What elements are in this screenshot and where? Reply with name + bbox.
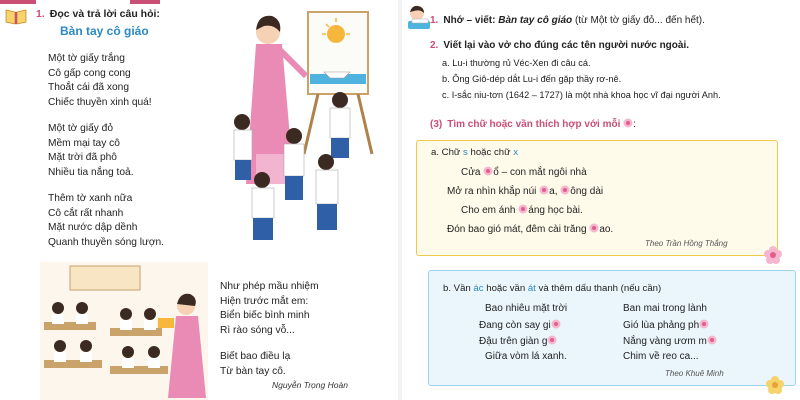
teacher-easel-illustration <box>198 4 396 248</box>
box-b-col1-line: Đang còn say gi <box>479 319 561 331</box>
box-b-col1-line: Giữa vòm lá xanh. <box>485 351 567 362</box>
poem-line: Biết bao điều lạ <box>220 351 291 362</box>
poem-line: Mặt trời đã phô <box>48 152 117 163</box>
poem-author: Nguyễn Trọng Hoàn <box>272 380 348 390</box>
question-2: 2. Viết lại vào vở cho đúng các tên người nước ngoài. <box>430 40 690 51</box>
poem-line: Nhiều tia nắng toả. <box>48 166 134 178</box>
box-a-line-3: Cho em ánh áng học bài. <box>461 205 583 216</box>
flower-blank-icon <box>547 335 557 345</box>
box-b-col2-line: Nắng vàng ươm m <box>623 335 717 347</box>
box-b-title: b. Vần ác hoặc vần át và thêm dấu thanh (nếu cần) <box>443 283 662 294</box>
box-b-col2-line: Gió lùa phảng ph <box>623 319 709 331</box>
poem-line: Từ bàn tay cô. <box>220 365 286 377</box>
right-page <box>402 0 800 400</box>
exercise-box-a <box>416 140 778 256</box>
yellow-flower-icon <box>766 376 784 394</box>
box-a-line-2: Mở ra nhìn khắp núi a, ông dài <box>447 186 604 197</box>
box-b-col1-line: Bao nhiêu mặt trời <box>485 303 568 314</box>
poem-line: Mặt nước dập dềnh <box>48 222 138 233</box>
open-book-icon <box>4 4 28 28</box>
box-a-line-1: Cửa ổ – con mắt ngôi nhà <box>461 167 587 178</box>
question-3: (3) Tìm chữ hoặc vần thích hợp với mỗi : <box>430 119 636 130</box>
flower-blank-icon <box>707 335 717 345</box>
poem-line: Chiếc thuyền xinh quá! <box>48 96 152 108</box>
name-item-c: c. I-sắc niu-tơn (1642 – 1727) là một nhà khoa học vĩ đại người Anh. <box>442 90 721 100</box>
poem-line: Một tờ giấy đỏ <box>48 123 114 134</box>
box-b-col2-line: Ban mai trong lành <box>623 303 707 314</box>
box-b-credit: Theo Khuê Minh <box>665 369 724 378</box>
poem-line: Mềm mại tay cô <box>48 137 120 149</box>
box-a-title: a. Chữ s hoặc chữ x <box>431 147 518 158</box>
poem-line: Cô gấp cong cong <box>48 67 131 79</box>
left-page <box>0 0 398 400</box>
question-1: 1. Đọc và trả lời câu hỏi: <box>36 8 160 20</box>
poem-line: Rì rào sóng vỗ... <box>220 324 295 336</box>
box-a-line-4: Đón bao gió mát, đêm cài trăng ao. <box>447 224 614 235</box>
poem-stanza-4 <box>220 280 319 338</box>
poem-line: Thoắt cái đã xong <box>48 82 129 93</box>
poem-line: Cô cắt rất nhanh <box>48 207 124 219</box>
poem-line: Quanh thuyền sóng lượn. <box>48 236 165 248</box>
poem-title: Bàn tay cô giáo <box>60 24 149 38</box>
box-b-col1-line: Đậu trên giàn g <box>479 335 557 347</box>
classroom-illustration <box>40 262 208 400</box>
flower-blank-icon <box>539 185 549 195</box>
poem-line: Một tờ giấy trắng <box>48 53 125 64</box>
poem-stanza-2 <box>48 122 134 180</box>
pink-flower-icon <box>764 246 782 264</box>
flower-blank-icon <box>518 204 528 214</box>
question-1: 1. Nhớ – viết: Bàn tay cô giáo (từ Một tờ giấy đỏ... đến hết). <box>430 15 705 26</box>
name-item-b: b. Ông Giô-dép dắt Lu-i đến gặp thầy rơ-nê. <box>442 74 622 84</box>
flower-blank-icon <box>551 319 561 329</box>
flower-blank-icon <box>699 319 709 329</box>
box-a-credit: Theo Trần Hồng Thắng <box>645 239 728 248</box>
top-decor-bar <box>130 0 160 4</box>
poem-line: Hiện trước mắt em: <box>220 295 309 307</box>
flower-blank-icon <box>623 118 633 128</box>
box-b-col2-line: Chim về reo ca... <box>623 351 699 362</box>
flower-blank-icon <box>560 185 570 195</box>
poem-line: Như phép mầu nhiệm <box>220 281 319 292</box>
poem-stanza-3 <box>48 192 164 250</box>
poem-stanza-5 <box>220 350 290 379</box>
poem-line: Thêm tờ xanh nữa <box>48 193 133 204</box>
flower-blank-icon <box>483 166 493 176</box>
name-item-a: a. Lu-i thường rủ Véc-Xen đi câu cá. <box>442 58 591 68</box>
exercise-box-b <box>428 270 796 386</box>
flower-blank-icon <box>589 223 599 233</box>
poem-stanza-1 <box>48 52 152 110</box>
poem-line: Biển biếc bình minh <box>220 310 310 321</box>
